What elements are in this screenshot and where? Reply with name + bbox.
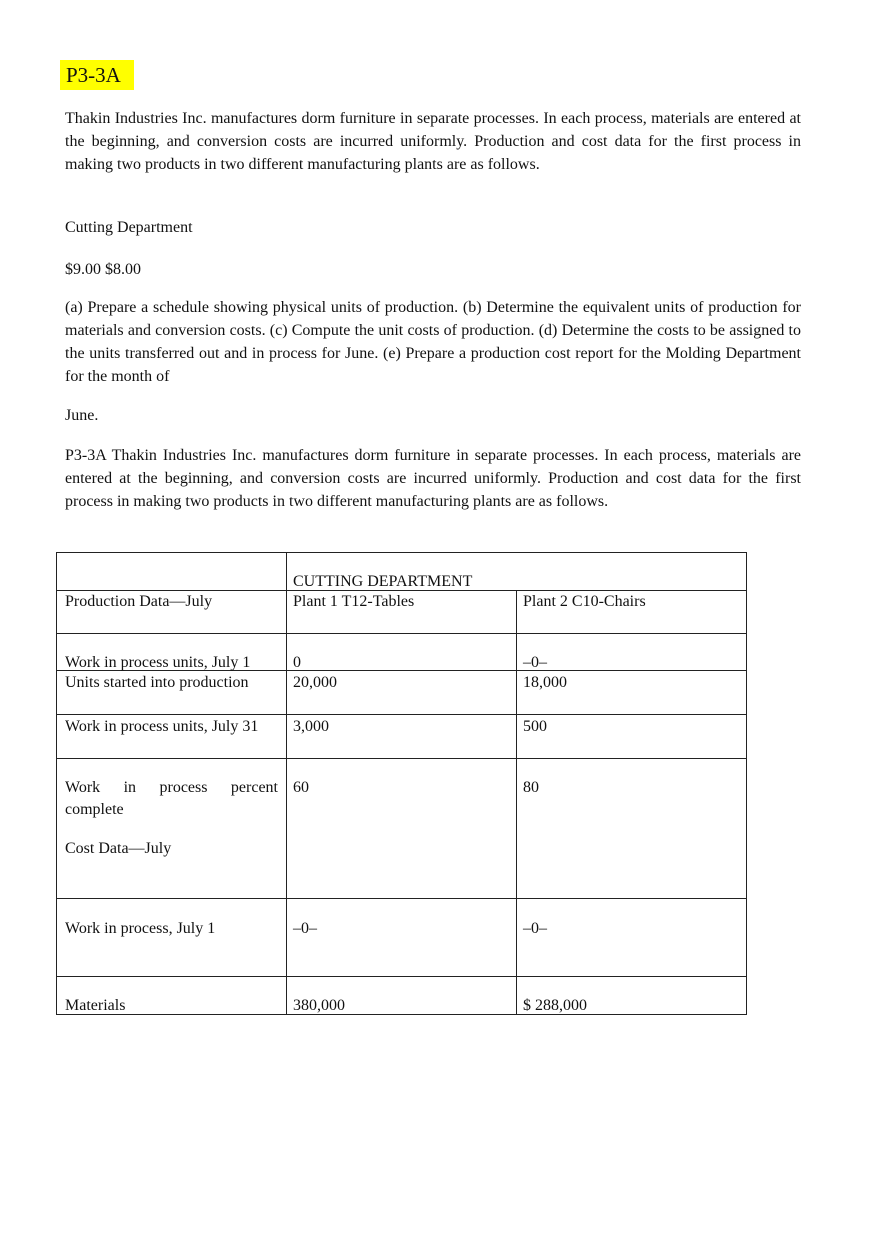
repeat-paragraph: P3-3A Thakin Industries Inc. manufactures dorm furniture in separate processes. In each process, materials are entered at the beginning, and conversion costs are incurred uniformly. Production and cost data for the first process in making two products in two different manufacturing plants are as follows. [65,447,801,510]
row-value-plant-2: 80 [523,779,539,796]
instructions-end: June. [65,407,99,424]
row-value-plant-1: 0 [293,654,301,671]
row-value-plant-2: –0– [523,654,547,671]
row-label: Materials [65,997,126,1014]
table-rule [56,552,747,553]
problem-heading: P3-3A [60,60,134,90]
table-rule [56,714,747,715]
row-value-plant-2: 18,000 [523,674,567,691]
table-rule [56,758,747,759]
department-label: Cutting Department [65,219,193,236]
table-rule [56,898,747,899]
row-value-plant-1: 3,000 [293,718,329,735]
row-value-plant-2: 500 [523,718,547,735]
production-data-table [56,552,747,1015]
column-header-plant-2: Plant 2 C10-Chairs [523,593,646,610]
intro-paragraph: Thakin Industries Inc. manufactures dorm furniture in separate processes. In each process, materials are entered at the beginning, and conversion costs are incurred uniformly. Production and cost data for the first process in making two products in two different manufacturing plants are as follows. [65,110,801,173]
table-rule [516,590,517,1015]
table-rule [56,1014,747,1015]
column-header-plant-1: Plant 1 T12-Tables [293,593,415,610]
row-label: Work in process units, July 1 [65,654,251,671]
table-rule [56,976,747,977]
price-line: $9.00 $8.00 [65,261,141,278]
row-label: Work in process units, July 31 [65,718,259,735]
table-rule [286,552,287,1015]
row-value-plant-1: 20,000 [293,674,337,691]
row-value-plant-2: $ 288,000 [523,997,587,1014]
row-label: Work in process, July 1 [65,920,216,937]
instructions-paragraph: (a) Prepare a schedule showing physical units of production. (b) Determine the equivalent units of production for materials and conversion costs. (c) Compute the unit costs of production. (d) Determine the costs to be assigned to the units transferred out and in process for June. (e) Prepare a production cost report for the Molding Department for the month of [65,299,801,385]
row-value-plant-1: 60 [293,779,309,796]
column-header-production: Production Data—July [65,593,213,610]
table-rule [746,552,747,1015]
row-value-plant-2: –0– [523,920,547,937]
row-value-plant-1: 380,000 [293,997,345,1014]
row-value-plant-1: –0– [293,920,317,937]
row-label: Work in process percent complete [65,779,278,818]
row-label: Units started into production [65,674,249,691]
cost-data-header: Cost Data—July [65,840,172,857]
table-rule [56,552,57,1015]
department-header: CUTTING DEPARTMENT [293,573,473,590]
table-rule [56,633,747,634]
